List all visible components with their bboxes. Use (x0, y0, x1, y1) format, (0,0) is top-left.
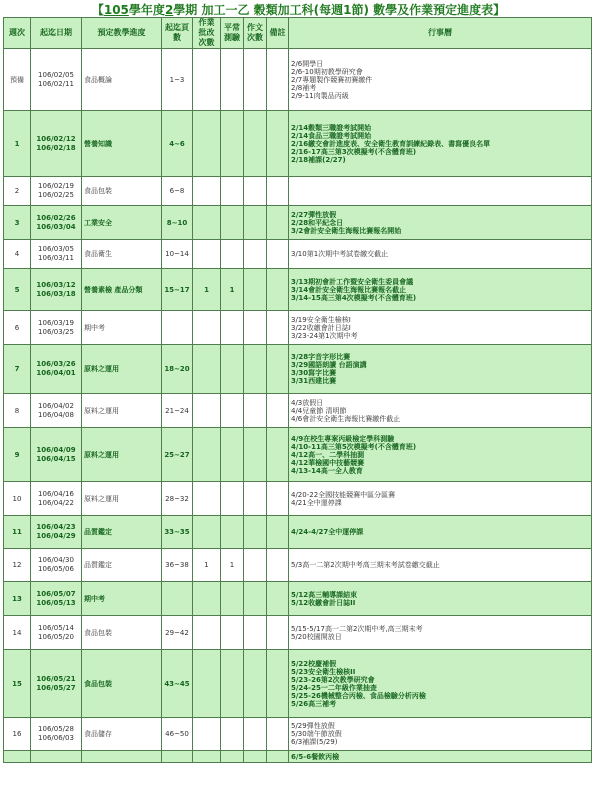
title-rest: 學期 加工一乙 穀類加工科(每週1節) 數學及作業預定進度表】 (173, 3, 506, 17)
table-row (4, 49, 592, 111)
end-date: 106/03/25 (38, 327, 74, 336)
end-date: 106/03/11 (38, 254, 74, 262)
note-cell (267, 718, 289, 751)
quiz-cell (221, 718, 244, 751)
header-note: 備註 (267, 18, 289, 49)
topic-cell: 營養素檢 產品分類 (82, 269, 162, 311)
topic-cell: 品質鑑定 (82, 516, 162, 549)
pages-cell (162, 751, 193, 763)
quiz-cell (221, 616, 244, 650)
dates-cell (31, 428, 82, 482)
week-cell: 9 (4, 428, 31, 482)
start-date: 106/05/21 (36, 674, 76, 683)
end-date: 106/05/27 (36, 683, 76, 692)
event-item: 3/23-24第1次期中考 (291, 331, 358, 340)
table-row (4, 516, 592, 549)
quiz-cell (221, 650, 244, 718)
quiz-cell (221, 428, 244, 482)
start-date: 106/05/28 (38, 725, 74, 733)
table-row (4, 718, 592, 751)
pages-cell: 21~24 (162, 394, 193, 428)
composition-cell (244, 582, 267, 616)
table-row (4, 311, 592, 345)
title-year: 105 (103, 3, 129, 17)
dates-cell (31, 345, 82, 394)
start-date: 106/03/19 (38, 318, 74, 327)
pages-cell: 25~27 (162, 428, 193, 482)
quiz-cell (221, 49, 244, 111)
quiz-cell: 1 (221, 549, 244, 582)
topic-cell (82, 751, 162, 763)
end-date: 106/03/04 (36, 222, 76, 231)
pages-cell: 10~14 (162, 240, 193, 269)
quiz-cell (221, 751, 244, 763)
events-cell (289, 49, 592, 111)
start-date: 106/03/05 (38, 245, 74, 253)
composition-cell (244, 49, 267, 111)
header-dates: 起迄日期 (31, 18, 82, 49)
events-cell (289, 311, 592, 345)
event-item: 2/7專題製作競賽初賽繳件 (291, 75, 373, 84)
event-item: 4/12高一、二學科抽測 (291, 450, 365, 459)
end-date: 106/04/29 (36, 532, 76, 540)
event-item: 3/2會計安全衛生海報比賽報名開始 (291, 226, 402, 235)
pages-cell: 15~17 (162, 269, 193, 311)
table-row (4, 394, 592, 428)
events-cell (289, 394, 592, 428)
topic-cell: 食品概論 (82, 49, 162, 111)
event-item: 5/25-26機械整合丙檢、食品檢驗分析丙檢 (291, 691, 426, 700)
event-item: 3/14會計安全衛生海報比賽報名截止 (291, 285, 407, 294)
event-item: 4/21全中運停課 (291, 498, 342, 507)
dates-cell (31, 616, 82, 650)
note-cell (267, 582, 289, 616)
pages-cell: 6~8 (162, 177, 193, 206)
table-row (4, 177, 592, 206)
table-row (4, 549, 592, 582)
event-item: 2/14穀類三職證考試開始 (291, 123, 372, 132)
composition-cell (244, 240, 267, 269)
composition-cell (244, 177, 267, 206)
week-cell: 7 (4, 345, 31, 394)
dates-cell (31, 582, 82, 616)
quiz-cell (221, 516, 244, 549)
events-cell (289, 751, 592, 763)
week-cell: 16 (4, 718, 31, 751)
event-item: 5/22校慶補假 (291, 659, 337, 668)
end-date: 106/05/20 (38, 632, 74, 641)
pages-cell (162, 582, 193, 616)
week-cell: 3 (4, 206, 31, 240)
dates-cell (31, 177, 82, 206)
quiz-cell: 1 (221, 269, 244, 311)
start-date: 106/04/30 (38, 556, 74, 564)
composition-cell (244, 482, 267, 516)
topic-cell: 食品衛生 (82, 240, 162, 269)
note-cell (267, 311, 289, 345)
pages-cell: 18~20 (162, 345, 193, 394)
homework-cell (193, 49, 221, 111)
dates-cell (31, 111, 82, 177)
homework-cell (193, 516, 221, 549)
event-item: 3/22收繳會計日誌I (291, 323, 351, 332)
note-cell (267, 751, 289, 763)
event-item: 4/4兒童節 清明節 (291, 406, 347, 415)
pages-cell: 29~42 (162, 616, 193, 650)
quiz-cell (221, 111, 244, 177)
events-cell (289, 240, 592, 269)
title-semester: 2 (164, 3, 174, 17)
start-date: 106/02/05 (38, 70, 74, 79)
table-header (4, 18, 592, 49)
end-date: 106/05/06 (38, 565, 74, 573)
dates-cell (31, 718, 82, 751)
events-cell (289, 482, 592, 516)
week-cell: 2 (4, 177, 31, 206)
week-cell: 15 (4, 650, 31, 718)
events-cell (289, 111, 592, 177)
composition-cell (244, 311, 267, 345)
end-date: 106/03/18 (36, 289, 76, 298)
topic-cell: 原料之運用 (82, 394, 162, 428)
composition-cell (244, 616, 267, 650)
start-date: 106/04/02 (38, 401, 74, 410)
event-item: 3/28字音字形比賽 (291, 353, 351, 361)
composition-cell (244, 111, 267, 177)
topic-cell: 原料之運用 (82, 482, 162, 516)
end-date: 106/04/08 (38, 410, 74, 419)
event-item: 4/24-4/27全中運停課 (291, 528, 364, 536)
table-body (4, 49, 592, 763)
homework-cell: 1 (193, 549, 221, 582)
event-item: 5/26高三補考 (291, 699, 337, 708)
topic-cell: 品質鑑定 (82, 549, 162, 582)
note-cell (267, 616, 289, 650)
end-date: 106/05/13 (36, 598, 76, 607)
start-date: 106/04/23 (36, 523, 76, 531)
start-date: 106/02/12 (36, 134, 76, 143)
event-item: 5/15-5/17高一二第2次期中考,高三期末考 (291, 624, 423, 633)
composition-cell (244, 394, 267, 428)
note-cell (267, 269, 289, 311)
dates-cell (31, 269, 82, 311)
pages-cell: 43~45 (162, 650, 193, 718)
topic-cell: 原料之運用 (82, 428, 162, 482)
quiz-cell (221, 394, 244, 428)
event-item: 2/16-17高三第3次模擬考(不含體育班) (291, 147, 417, 156)
homework-cell (193, 718, 221, 751)
note-cell (267, 111, 289, 177)
note-cell (267, 650, 289, 718)
topic-cell: 原料之運用 (82, 345, 162, 394)
header-calendar: 行事曆 (289, 18, 592, 49)
event-item: 2/16繳交會計進度表、安全衛生教育訓練紀錄表、書寫優良名單 (291, 139, 491, 148)
event-item: 3/10第1次期中考試卷繳交截止 (291, 250, 389, 258)
dates-cell (31, 49, 82, 111)
week-cell: 1 (4, 111, 31, 177)
event-item: 3/29國語朗讀 台語演講 (291, 361, 367, 369)
topic-cell: 營養知識 (82, 111, 162, 177)
event-item: 4/20-22全國技能競賽中區分區賽 (291, 490, 396, 499)
quiz-cell (221, 177, 244, 206)
topic-cell: 食品包裝 (82, 177, 162, 206)
page-title (0, 2, 597, 18)
event-item: 2/28和平紀念日 (291, 218, 344, 227)
events-cell (289, 345, 592, 394)
events-cell (289, 516, 592, 549)
event-item: 2/8補考 (291, 83, 317, 92)
composition-cell (244, 206, 267, 240)
composition-cell (244, 516, 267, 549)
event-item: 4/10-11高三第5次模擬考(不含體育班) (291, 442, 417, 451)
quiz-cell (221, 582, 244, 616)
events-cell (289, 177, 592, 206)
topic-cell: 食品包裝 (82, 650, 162, 718)
event-item: 6/5-6餐飲丙檢 (291, 752, 340, 761)
homework-cell (193, 206, 221, 240)
note-cell (267, 482, 289, 516)
event-item: 5/24-25一二年級作業抽查 (291, 683, 377, 692)
event-item: 5/3高一二第2次期中考高三期末考試卷繳交截止 (291, 561, 440, 569)
dates-cell (31, 751, 82, 763)
event-item: 4/13-14高一全人教育 (291, 466, 363, 475)
start-date: 106/03/12 (36, 280, 76, 289)
week-cell: 5 (4, 269, 31, 311)
dates-cell (31, 311, 82, 345)
quiz-cell (221, 345, 244, 394)
event-item: 5/20校園開放日 (291, 632, 342, 641)
event-item: 2/27彈性放假 (291, 210, 337, 219)
end-date: 106/02/11 (38, 79, 74, 88)
start-date: 106/04/09 (36, 445, 76, 454)
event-item: 2/18補課(2/27) (291, 155, 346, 164)
week-cell (4, 751, 31, 763)
composition-cell (244, 269, 267, 311)
quiz-cell (221, 206, 244, 240)
week-cell: 8 (4, 394, 31, 428)
event-item: 5/12高三輔導課結束 (291, 590, 358, 599)
note-cell (267, 428, 289, 482)
pages-cell: 28~32 (162, 482, 193, 516)
events-cell (289, 206, 592, 240)
start-date: 106/03/26 (36, 360, 76, 368)
note-cell (267, 49, 289, 111)
end-date: 106/04/22 (38, 498, 74, 507)
event-item: 5/12收繳會計日誌II (291, 598, 356, 607)
events-cell (289, 269, 592, 311)
homework-cell (193, 177, 221, 206)
composition-cell (244, 650, 267, 718)
dates-cell (31, 650, 82, 718)
pages-cell: 8~10 (162, 206, 193, 240)
topic-cell: 期中考 (82, 582, 162, 616)
event-item: 3/14-15高三第4次模擬考(不含體育班) (291, 293, 417, 302)
events-cell (289, 582, 592, 616)
pages-cell: 1~3 (162, 49, 193, 111)
quiz-cell (221, 240, 244, 269)
note-cell (267, 516, 289, 549)
homework-cell (193, 650, 221, 718)
pages-cell: 36~38 (162, 549, 193, 582)
week-cell: 6 (4, 311, 31, 345)
week-cell: 11 (4, 516, 31, 549)
week-cell: 4 (4, 240, 31, 269)
event-item: 4/6會計安全衛生海報比賽繳件截止 (291, 414, 401, 423)
dates-cell (31, 516, 82, 549)
dates-cell (31, 549, 82, 582)
topic-cell: 工業安全 (82, 206, 162, 240)
homework-cell (193, 616, 221, 650)
start-date: 106/04/16 (38, 489, 74, 498)
table-row (4, 650, 592, 718)
pages-cell (162, 311, 193, 345)
table-row (4, 428, 592, 482)
quiz-cell (221, 482, 244, 516)
title-bracket: 【 (91, 3, 104, 17)
end-date: 106/02/25 (38, 191, 74, 199)
composition-cell (244, 718, 267, 751)
event-item: 6/3補課(5/29) (291, 738, 338, 746)
pages-cell: 33~35 (162, 516, 193, 549)
dates-cell (31, 240, 82, 269)
composition-cell (244, 549, 267, 582)
week-cell: 預備 (4, 49, 31, 111)
event-item: 2/6開學日 (291, 59, 324, 68)
homework-cell (193, 428, 221, 482)
event-item: 2/6-10期初教學研究會 (291, 67, 363, 76)
pages-cell: 4~6 (162, 111, 193, 177)
note-cell (267, 177, 289, 206)
event-item: 5/30端午節放假 (291, 730, 342, 738)
events-cell (289, 718, 592, 751)
end-date: 106/02/18 (36, 143, 76, 152)
event-item: 2/14食品三職證考試開始 (291, 131, 372, 140)
event-item: 3/31西建比賽 (291, 377, 337, 385)
topic-cell: 食品包裝 (82, 616, 162, 650)
events-cell (289, 650, 592, 718)
week-cell: 12 (4, 549, 31, 582)
week-cell: 10 (4, 482, 31, 516)
homework-cell (193, 751, 221, 763)
homework-cell (193, 111, 221, 177)
note-cell (267, 240, 289, 269)
event-item: 4/12華檢國中技藝競賽 (291, 458, 365, 467)
start-date: 106/02/19 (38, 182, 74, 190)
homework-cell (193, 311, 221, 345)
event-item: 5/23安全衛生檢核II (291, 667, 356, 676)
table-row (4, 269, 592, 311)
header-homework: 作業批改次數 (193, 18, 221, 49)
note-cell (267, 394, 289, 428)
header-pages: 起迄頁數 (162, 18, 193, 49)
header-week: 週次 (4, 18, 31, 49)
week-cell: 14 (4, 616, 31, 650)
note-cell (267, 549, 289, 582)
event-item: 3/30寫字比賽 (291, 369, 337, 377)
table-row (4, 582, 592, 616)
table-row (4, 751, 592, 763)
topic-cell: 期中考 (82, 311, 162, 345)
table-row (4, 240, 592, 269)
start-date: 106/02/26 (36, 213, 76, 222)
end-date: 106/06/03 (38, 734, 74, 742)
events-cell (289, 616, 592, 650)
start-date: 106/05/14 (38, 623, 74, 632)
start-date: 106/05/07 (36, 589, 76, 598)
event-item: 2/9-11肉製品丙級 (291, 91, 349, 100)
dates-cell (31, 482, 82, 516)
table-row (4, 111, 592, 177)
homework-cell (193, 240, 221, 269)
homework-cell (193, 345, 221, 394)
event-item: 4/3放假日 (291, 398, 324, 407)
homework-cell (193, 482, 221, 516)
homework-cell (193, 582, 221, 616)
table-row (4, 482, 592, 516)
header-quiz: 平常測驗 (221, 18, 244, 49)
event-item: 3/19安全衛生檢核I (291, 315, 351, 324)
dates-cell (31, 394, 82, 428)
pages-cell: 46~50 (162, 718, 193, 751)
event-item: 4/9在校生專案丙級檢定學科測驗 (291, 434, 395, 443)
event-item: 5/23-26第2次教學研究會 (291, 675, 375, 684)
header-composition: 作文次數 (244, 18, 267, 49)
schedule-table (3, 17, 592, 763)
week-cell: 13 (4, 582, 31, 616)
homework-cell: 1 (193, 269, 221, 311)
homework-cell (193, 394, 221, 428)
composition-cell (244, 428, 267, 482)
note-cell (267, 345, 289, 394)
table-row (4, 206, 592, 240)
dates-cell (31, 206, 82, 240)
table-row (4, 616, 592, 650)
event-item: 3/13期初會計工作暨安全衛生委員會議 (291, 277, 414, 286)
header-topic: 預定教學進度 (82, 18, 162, 49)
title-part: 學年度 (128, 3, 165, 17)
table-row (4, 345, 592, 394)
topic-cell: 食品儲存 (82, 718, 162, 751)
end-date: 106/04/01 (36, 369, 76, 377)
composition-cell (244, 345, 267, 394)
composition-cell (244, 751, 267, 763)
events-cell (289, 428, 592, 482)
events-cell (289, 549, 592, 582)
end-date: 106/04/15 (36, 454, 76, 463)
event-item: 5/29彈性放假 (291, 722, 335, 730)
quiz-cell (221, 311, 244, 345)
note-cell (267, 206, 289, 240)
